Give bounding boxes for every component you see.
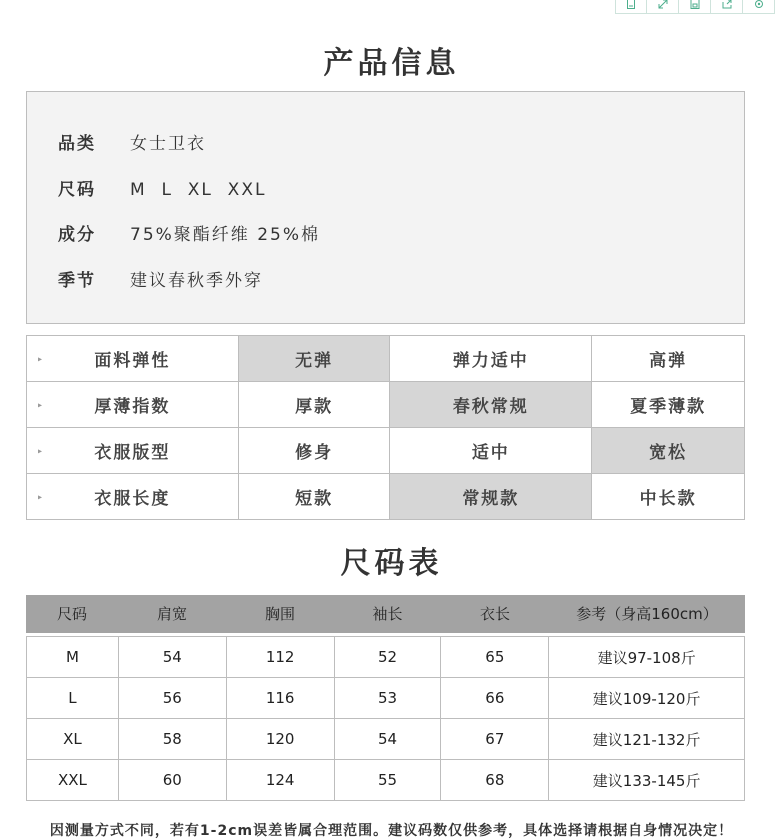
size-cell: 52 — [334, 637, 441, 678]
size-cell: L — [27, 678, 119, 719]
size-cell: 116 — [226, 678, 334, 719]
expand-icon — [657, 0, 669, 10]
info-value: 建议春秋季外穿 — [130, 271, 263, 291]
arrow-right-icon: ▸ — [38, 400, 45, 409]
info-row-material — [58, 220, 320, 245]
attribute-option: 夏季薄款 — [592, 382, 745, 428]
size-cell: 58 — [118, 719, 226, 760]
attribute-option: 中长款 — [592, 474, 745, 520]
attribute-row — [27, 336, 745, 382]
settings-icon — [753, 0, 765, 10]
size-row — [27, 678, 745, 719]
attribute-name-label: 面料弹性 — [94, 351, 171, 371]
attribute-option: 修身 — [238, 428, 390, 474]
info-value: 女士卫衣 — [130, 134, 206, 154]
attribute-row — [27, 474, 745, 520]
clipboard-button[interactable] — [615, 0, 647, 14]
size-header-cell: 肩宽 — [156, 605, 187, 623]
size-chart-table — [26, 636, 745, 801]
size-cell: 建议121-132斤 — [549, 719, 745, 760]
clipboard-icon — [625, 0, 637, 10]
attribute-table — [26, 335, 745, 520]
attribute-option: 厚款 — [238, 382, 390, 428]
info-value: 75%聚酯纤维 25%棉 — [130, 225, 320, 245]
size-cell: 120 — [226, 719, 334, 760]
attribute-name — [27, 336, 239, 382]
info-label: 成分 — [58, 225, 96, 245]
attribute-option: 弹力适中 — [390, 336, 592, 382]
info-label: 品类 — [58, 134, 96, 154]
size-header-cell: 胸围 — [264, 605, 295, 623]
size-cell: 54 — [334, 719, 441, 760]
share-button[interactable] — [711, 0, 743, 14]
size-cell: 60 — [118, 760, 226, 801]
size-row — [27, 719, 745, 760]
size-row — [27, 760, 745, 801]
size-cell: 56 — [118, 678, 226, 719]
attribute-option-selected: 春秋常规 — [390, 382, 592, 428]
size-header-cell: 衣长 — [479, 605, 510, 623]
settings-button[interactable] — [743, 0, 775, 14]
info-label: 季节 — [58, 271, 96, 291]
size-cell: 54 — [118, 637, 226, 678]
attribute-row — [27, 428, 745, 474]
save-icon — [689, 0, 701, 10]
size-header-cell: 袖长 — [372, 605, 403, 623]
attribute-row — [27, 382, 745, 428]
arrow-right-icon: ▸ — [38, 354, 45, 363]
size-cell: 112 — [226, 637, 334, 678]
size-cell: 建议133-145斤 — [549, 760, 745, 801]
size-header-cell: 尺码 — [56, 605, 87, 623]
info-value: M L XL XXL — [130, 180, 267, 200]
size-cell: 55 — [334, 760, 441, 801]
size-chart-title: 尺码表 — [340, 546, 443, 581]
info-label: 尺码 — [58, 180, 96, 200]
editor-toolbar — [615, 0, 775, 14]
info-row-category — [58, 129, 206, 154]
size-cell: 68 — [441, 760, 549, 801]
attribute-option: 适中 — [390, 428, 592, 474]
size-chart-header — [26, 595, 745, 633]
size-cell: 建议97-108斤 — [549, 637, 745, 678]
size-cell: 66 — [441, 678, 549, 719]
attribute-name — [27, 382, 239, 428]
attribute-option-selected: 宽松 — [592, 428, 745, 474]
size-cell: XL — [27, 719, 119, 760]
attribute-name-label: 厚薄指数 — [94, 397, 171, 417]
attribute-name — [27, 474, 239, 520]
share-icon — [721, 0, 733, 10]
attribute-name — [27, 428, 239, 474]
arrow-right-icon: ▸ — [38, 492, 45, 501]
measurement-note: 因测量方式不同，若有1-2cm误差皆属合理范围。建议码数仅供参考，具体选择请根据自身情况决定！ — [49, 823, 734, 839]
size-cell: 65 — [441, 637, 549, 678]
arrow-right-icon: ▸ — [38, 446, 45, 455]
size-cell: XXL — [27, 760, 119, 801]
size-cell: 67 — [441, 719, 549, 760]
attribute-name-label: 衣服版型 — [94, 443, 171, 463]
attribute-option-selected: 无弹 — [238, 336, 390, 382]
product-info-box — [26, 91, 745, 324]
attribute-name-label: 衣服长度 — [94, 489, 171, 509]
expand-button[interactable] — [647, 0, 679, 14]
attribute-option: 高弹 — [592, 336, 745, 382]
size-header-cell: 参考（身高160cm） — [576, 605, 718, 623]
attribute-option: 短款 — [238, 474, 390, 520]
save-button[interactable] — [679, 0, 711, 14]
info-row-season — [58, 266, 263, 291]
product-info-title: 产品信息 — [323, 46, 460, 81]
size-cell: 53 — [334, 678, 441, 719]
info-row-size — [58, 175, 266, 200]
size-row — [27, 637, 745, 678]
size-cell: M — [27, 637, 119, 678]
size-cell: 建议109-120斤 — [549, 678, 745, 719]
attribute-option-selected: 常规款 — [390, 474, 592, 520]
size-cell: 124 — [226, 760, 334, 801]
